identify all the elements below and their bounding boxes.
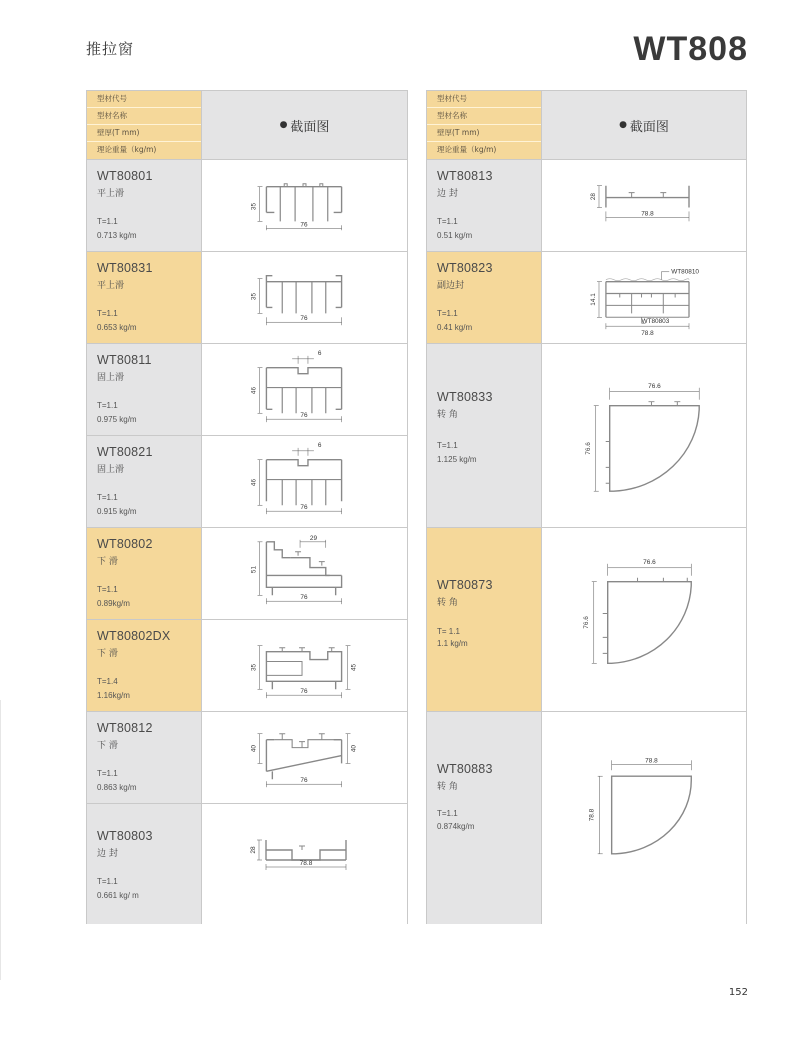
profile-name: 固上滑 bbox=[97, 465, 125, 475]
header-label-column bbox=[87, 91, 202, 159]
table-header bbox=[87, 91, 407, 160]
header-section-label bbox=[202, 91, 407, 159]
profile-name: 副边封 bbox=[437, 281, 465, 291]
profile-weight: 0.89kg/m bbox=[97, 599, 130, 608]
section-drawing bbox=[542, 528, 746, 711]
profile-section-diagram bbox=[542, 344, 746, 527]
section-drawing bbox=[202, 620, 407, 711]
row-info bbox=[87, 804, 202, 924]
header-label-thickness: 壁厚(T mm) bbox=[87, 125, 201, 142]
dim-height: 51 bbox=[250, 565, 258, 574]
row-info bbox=[87, 436, 202, 527]
profile-code: WT80803 bbox=[97, 829, 153, 843]
table-row bbox=[87, 712, 407, 804]
profile-thickness: T=1.1 bbox=[97, 401, 118, 410]
profile-code: WT80801 bbox=[97, 169, 153, 183]
section-drawing bbox=[202, 160, 407, 251]
section-drawing bbox=[202, 436, 407, 527]
page-number: 152 bbox=[728, 987, 748, 998]
row-info bbox=[87, 620, 202, 711]
profile-weight: 1.125 kg/m bbox=[437, 455, 477, 464]
profile-name: 转 角 bbox=[437, 598, 458, 608]
dim-offset: 29 bbox=[309, 534, 318, 542]
dim-height: 28 bbox=[250, 846, 257, 854]
profile-name: 固上滑 bbox=[97, 373, 125, 383]
dim-width: 76.6 bbox=[648, 382, 661, 390]
dim-height: 46 bbox=[250, 386, 258, 395]
brand-title: WT808 bbox=[633, 30, 748, 68]
dim-width: 76 bbox=[300, 594, 308, 602]
row-info bbox=[87, 528, 202, 619]
profile-section-diagram bbox=[202, 252, 407, 343]
profile-thickness: T=1.1 bbox=[97, 877, 118, 886]
profile-section-diagram bbox=[542, 252, 746, 343]
section-drawing bbox=[202, 344, 407, 435]
profile-name: 转 角 bbox=[437, 410, 458, 420]
profile-weight: 1.1 kg/m bbox=[437, 639, 468, 648]
dim-width: 76 bbox=[300, 412, 308, 420]
dim-height-left: 40 bbox=[250, 745, 258, 753]
dim-height: 46 bbox=[250, 478, 258, 487]
profile-name: 下 滑 bbox=[97, 649, 118, 659]
dim-width: 78.8 bbox=[299, 860, 313, 867]
header-section-label bbox=[542, 91, 746, 159]
page-title: 推拉窗 bbox=[86, 40, 135, 58]
profile-section-diagram bbox=[202, 436, 407, 527]
profile-code: WT80873 bbox=[437, 578, 493, 592]
section-drawing bbox=[542, 344, 746, 527]
dim-height: 28 bbox=[590, 193, 598, 201]
profile-code: WT80821 bbox=[97, 445, 153, 459]
label-wt80810: WT80810 bbox=[671, 268, 699, 276]
profile-weight: 0.975 kg/m bbox=[97, 415, 137, 424]
profile-code: WT80802 bbox=[97, 537, 153, 551]
section-label: 截面图 bbox=[629, 119, 669, 135]
profile-weight: 0.915 kg/m bbox=[97, 507, 137, 516]
table-row bbox=[427, 712, 746, 924]
table-row bbox=[427, 344, 746, 528]
dim-width: 78.8 bbox=[641, 330, 654, 338]
profile-code: WT80811 bbox=[97, 353, 152, 367]
profile-weight: 0.653 kg/m bbox=[97, 323, 137, 332]
header-label-column bbox=[427, 91, 542, 159]
header-label-name: 型材名称 bbox=[427, 108, 541, 125]
profile-name: 平上滑 bbox=[97, 189, 125, 199]
profile-code: WT80812 bbox=[97, 721, 153, 735]
row-info bbox=[427, 528, 542, 711]
dim-height: 14.1 bbox=[590, 293, 598, 306]
row-info bbox=[87, 252, 202, 343]
row-info bbox=[427, 252, 542, 343]
profile-weight: 0.41 kg/m bbox=[437, 323, 473, 332]
table-row bbox=[87, 252, 407, 344]
profile-weight: 0.713 kg/m bbox=[97, 231, 137, 240]
profile-code: WT80802DX bbox=[97, 629, 171, 643]
table-row bbox=[87, 344, 407, 436]
dim-width: 76 bbox=[300, 777, 308, 785]
profile-code: WT80813 bbox=[437, 169, 493, 183]
section-drawing bbox=[202, 712, 407, 803]
dim-width: 76 bbox=[300, 504, 308, 512]
margin-rule bbox=[0, 700, 1, 980]
profile-code: WT80883 bbox=[437, 762, 493, 776]
table-header bbox=[427, 91, 746, 160]
profile-table-left bbox=[86, 90, 408, 924]
table-row bbox=[87, 436, 407, 528]
profile-section-diagram bbox=[542, 528, 746, 711]
section-drawing bbox=[542, 160, 746, 251]
profile-code: WT80823 bbox=[437, 261, 493, 275]
profile-code: WT80831 bbox=[97, 261, 153, 275]
row-info bbox=[427, 712, 542, 924]
header-label-weight: 理论重量（kg/m) bbox=[97, 145, 157, 154]
table-row bbox=[87, 528, 407, 620]
profile-name: 平上滑 bbox=[97, 281, 125, 291]
profile-section-diagram bbox=[202, 712, 407, 803]
profile-section-diagram bbox=[202, 804, 407, 924]
profile-section-diagram bbox=[542, 712, 746, 924]
profile-section-diagram bbox=[542, 160, 746, 251]
profile-name: 下 滑 bbox=[97, 557, 118, 567]
profile-thickness: T= 1.1 bbox=[437, 627, 460, 636]
profile-weight: 1.16kg/m bbox=[97, 691, 130, 700]
profile-thickness: T=1.1 bbox=[97, 769, 118, 778]
profile-thickness: T=1.1 bbox=[97, 585, 118, 594]
profile-name: 下 滑 bbox=[97, 741, 118, 751]
profile-section-diagram bbox=[202, 620, 407, 711]
table-row bbox=[87, 804, 407, 924]
dim-slot: 6 bbox=[317, 349, 322, 357]
header-label-weight: 理论重量（kg/m) bbox=[437, 145, 497, 154]
profile-section-diagram bbox=[202, 160, 407, 251]
profile-section-diagram bbox=[202, 344, 407, 435]
dim-height: 76.6 bbox=[584, 442, 592, 455]
row-info bbox=[87, 712, 202, 803]
dim-height-left: 35 bbox=[250, 663, 258, 672]
row-info bbox=[87, 160, 202, 251]
bullet-icon: ● bbox=[279, 120, 288, 130]
dim-height-right: 40 bbox=[350, 745, 358, 753]
dim-width: 76 bbox=[300, 688, 308, 696]
dim-width: 76 bbox=[300, 315, 308, 323]
dim-slot: 6 bbox=[317, 441, 322, 449]
profile-thickness: T=1.1 bbox=[97, 217, 118, 226]
section-drawing bbox=[202, 252, 407, 343]
profile-code: WT80833 bbox=[437, 390, 493, 404]
section-drawing bbox=[202, 804, 407, 924]
table-row bbox=[427, 528, 746, 712]
profile-thickness: T=1.1 bbox=[437, 809, 458, 818]
table-row bbox=[427, 252, 746, 344]
table-row bbox=[87, 620, 407, 712]
dim-width: 78.8 bbox=[645, 757, 658, 765]
header-label-code: 型材代号 bbox=[427, 91, 541, 108]
label-wt80803: WT80803 bbox=[641, 318, 670, 326]
profile-section-diagram bbox=[202, 528, 407, 619]
profile-thickness: T=1.1 bbox=[437, 441, 458, 450]
profile-table-right bbox=[426, 90, 747, 924]
table-row bbox=[427, 160, 746, 252]
dim-height: 35 bbox=[250, 292, 258, 301]
profile-weight: 0.863 kg/m bbox=[97, 783, 137, 792]
profile-name: 边 封 bbox=[97, 849, 118, 859]
section-drawing bbox=[542, 252, 746, 343]
profile-weight: 0.51 kg/m bbox=[437, 231, 473, 240]
profile-thickness: T=1.4 bbox=[97, 677, 118, 686]
header-label-code: 型材代号 bbox=[87, 91, 201, 108]
table-row bbox=[87, 160, 407, 252]
dim-height: 35 bbox=[250, 202, 258, 211]
profile-weight: 0.661 kg/ m bbox=[97, 891, 139, 900]
header-label-thickness: 壁厚(T mm) bbox=[427, 125, 541, 142]
profile-weight: 0.874kg/m bbox=[437, 822, 475, 831]
profile-name: 边 封 bbox=[437, 189, 458, 199]
profile-thickness: T=1.1 bbox=[437, 309, 458, 318]
dim-width: 76.6 bbox=[643, 558, 656, 566]
section-label: 截面图 bbox=[290, 119, 330, 135]
section-drawing bbox=[542, 712, 746, 924]
row-info bbox=[427, 160, 542, 251]
dim-height-right: 45 bbox=[350, 663, 358, 672]
section-drawing bbox=[202, 528, 407, 619]
row-info bbox=[427, 344, 542, 527]
row-info bbox=[87, 344, 202, 435]
dim-height: 78.8 bbox=[588, 808, 596, 822]
profile-thickness: T=1.1 bbox=[97, 493, 118, 502]
profile-thickness: T=1.1 bbox=[97, 309, 118, 318]
profile-thickness: T=1.1 bbox=[437, 217, 458, 226]
bullet-icon: ● bbox=[619, 120, 627, 130]
dim-width: 78.8 bbox=[641, 210, 654, 218]
dim-width: 76 bbox=[300, 221, 308, 229]
profile-name: 转 角 bbox=[437, 782, 458, 792]
header-label-name: 型材名称 bbox=[87, 108, 201, 125]
dim-height: 76.6 bbox=[582, 616, 590, 629]
